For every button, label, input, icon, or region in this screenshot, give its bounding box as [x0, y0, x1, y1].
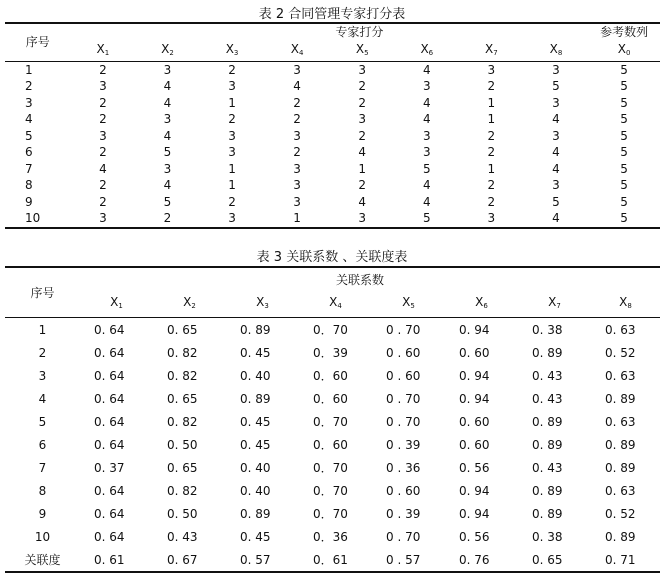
- cell-x2: 3: [163, 112, 172, 127]
- cell-x3: 2: [228, 194, 236, 209]
- row-id: 1: [25, 62, 33, 77]
- table-row: [5, 502, 660, 525]
- table-row: [5, 318, 660, 342]
- column-header-x2: $X_2$: [183, 295, 196, 310]
- cell-x4: 0．60: [313, 391, 348, 406]
- cell-x2: 5: [163, 145, 172, 160]
- reference-series-header: 参考数列: [600, 25, 649, 40]
- table-row: [5, 128, 660, 145]
- cell-x1: 0. 64: [94, 368, 125, 383]
- cell-x1: 0. 64: [94, 483, 125, 498]
- cell-x6: 4: [422, 112, 431, 127]
- table-row: [5, 177, 660, 194]
- column-header-x7: $X_7$: [548, 295, 561, 310]
- column-header-x1: $X_1$: [110, 295, 123, 310]
- cell-x4: 0．70: [313, 414, 348, 429]
- cell-x6: 3: [422, 145, 431, 160]
- cell-x5: 3: [358, 112, 367, 127]
- cell-x1: 3: [99, 211, 107, 226]
- cell-x8: 0. 52: [605, 345, 636, 360]
- cell-x5: 0 . 70: [386, 414, 421, 429]
- cell-x3: 0. 40: [240, 483, 271, 498]
- table-row: [5, 161, 660, 178]
- cell-x1: 2: [99, 178, 107, 193]
- column-header-x0: $X_0$: [617, 41, 631, 57]
- cell-x6: 4: [422, 95, 431, 110]
- cell-x6: 4: [422, 194, 431, 209]
- cell-x6: 0. 94: [459, 483, 490, 498]
- cell-x4: 3: [293, 194, 301, 209]
- table-row: [5, 111, 660, 128]
- cell-x6: 0. 56: [459, 529, 490, 544]
- cell-x4: 2: [293, 145, 301, 160]
- column-header-x1: $X_1$: [96, 41, 110, 57]
- cell-x1: 0. 64: [94, 345, 125, 360]
- cell-x8: 5: [552, 79, 560, 94]
- cell-x3: 3: [228, 211, 236, 226]
- cell-x8: 4: [552, 211, 560, 226]
- column-header-x7: $X_7$: [485, 41, 498, 57]
- cell-x7: 3: [487, 211, 496, 226]
- row-id: 9: [25, 194, 33, 209]
- table3-caption: 表 3 关联系数 、关联度表: [256, 250, 408, 265]
- cell-x6: 5: [422, 161, 431, 176]
- column-header-x8: $X_8$: [549, 41, 563, 57]
- row-id: 3: [38, 368, 47, 383]
- row-id: 5: [25, 128, 33, 143]
- cell-x2: 0. 43: [167, 529, 198, 544]
- cell-x2: 0. 65: [167, 322, 198, 337]
- row-number-header: 序号: [30, 285, 55, 300]
- column-header-x5: $X_5$: [355, 41, 369, 57]
- expert-score-table: [5, 22, 660, 229]
- cell-x8: 0. 63: [605, 483, 636, 498]
- cell-x5: 4: [358, 145, 367, 160]
- cell-x2: 0. 67: [167, 552, 198, 567]
- cell-x3: 1: [228, 161, 236, 176]
- cell-x4: 3: [293, 128, 301, 143]
- row-id: 7: [25, 161, 33, 176]
- cell-x8: 4: [552, 112, 560, 127]
- cell-x7: 1: [487, 161, 496, 176]
- cell-x3: 0. 40: [240, 460, 271, 475]
- cell-x3: 3: [228, 128, 236, 143]
- cell-x1: 0. 64: [94, 414, 125, 429]
- cell-x7: 2: [487, 79, 496, 94]
- cell-x5: 0 . 39: [386, 437, 421, 452]
- cell-x4: 0．60: [313, 368, 348, 383]
- cell-x3: 2: [228, 112, 236, 127]
- cell-x3: 0. 89: [240, 391, 271, 406]
- cell-x0: 5: [620, 79, 628, 94]
- cell-x3: 0. 57: [240, 552, 271, 567]
- cell-x7: 1: [487, 95, 496, 110]
- cell-x5: 2: [358, 178, 367, 193]
- cell-x7: 0. 43: [532, 391, 563, 406]
- cell-x5: 0 . 39: [386, 506, 421, 521]
- cell-x0: 5: [620, 128, 628, 143]
- column-header-x6: $X_6$: [475, 295, 488, 310]
- cell-x4: 3: [293, 62, 301, 77]
- column-header-x4: $X_4$: [329, 295, 342, 310]
- cell-x1: 3: [99, 128, 107, 143]
- cell-x7: 0. 38: [532, 322, 563, 337]
- correlation-group-header: 关联系数: [336, 272, 385, 287]
- cell-x5: 0 . 60: [386, 368, 421, 383]
- cell-x3: 3: [228, 79, 236, 94]
- cell-x7: 2: [487, 178, 496, 193]
- table2-caption: 表 2 合同管理专家打分表: [258, 7, 406, 22]
- cell-x3: 2: [228, 62, 236, 77]
- cell-x1: 0. 64: [94, 529, 125, 544]
- cell-x8: 0. 52: [605, 506, 636, 521]
- cell-x1: 4: [99, 161, 107, 176]
- cell-x7: 2: [487, 194, 496, 209]
- cell-x2: 3: [163, 62, 172, 77]
- cell-x4: 0．61: [313, 552, 348, 567]
- cell-x2: 0. 82: [167, 368, 198, 383]
- cell-x5: 0 . 36: [386, 460, 421, 475]
- table-row: [5, 525, 660, 548]
- cell-x6: 3: [422, 128, 431, 143]
- expert-score-group-header: 专家打分: [335, 25, 384, 40]
- cell-x2: 0. 82: [167, 345, 198, 360]
- cell-x4: 0．39: [313, 345, 348, 360]
- column-header-x3: $X_3$: [225, 41, 239, 57]
- cell-x7: 3: [487, 62, 496, 77]
- row-id: 3: [25, 95, 33, 110]
- row-id: 2: [38, 345, 47, 360]
- cell-x1: 0. 64: [94, 391, 125, 406]
- cell-x1: 2: [99, 95, 107, 110]
- cell-x8: 4: [552, 161, 560, 176]
- cell-x2: 0. 50: [167, 437, 198, 452]
- cell-x4: 3: [293, 161, 301, 176]
- table-row: [5, 210, 660, 228]
- row-number-header: 序号: [25, 35, 50, 50]
- cell-x3: 3: [228, 145, 236, 160]
- cell-x5: 2: [358, 79, 367, 94]
- cell-x6: 0. 60: [459, 414, 490, 429]
- cell-x4: 0．60: [313, 437, 348, 452]
- cell-x4: 4: [293, 79, 301, 94]
- cell-x6: 0. 56: [459, 460, 490, 475]
- column-header-x4: $X_4$: [290, 41, 304, 57]
- table-row: [5, 479, 660, 502]
- column-header-x5: $X_5$: [402, 295, 415, 310]
- cell-x5: 0 . 70: [386, 391, 421, 406]
- cell-x4: 0．70: [313, 322, 348, 337]
- cell-x8: 0. 71: [605, 552, 636, 567]
- cell-x2: 0. 82: [167, 483, 198, 498]
- cell-x2: 4: [163, 178, 172, 193]
- row-id: 7: [38, 460, 47, 475]
- correlation-table: [5, 266, 660, 573]
- cell-x6: 0. 60: [459, 437, 490, 452]
- cell-x3: 1: [228, 95, 236, 110]
- row-id: 5: [38, 414, 47, 429]
- cell-x1: 0. 64: [94, 506, 125, 521]
- table-row: [5, 387, 660, 410]
- cell-x4: 0．36: [313, 529, 348, 544]
- cell-x3: 0. 45: [240, 414, 271, 429]
- cell-x7: 2: [487, 128, 496, 143]
- row-id: 10: [25, 211, 41, 226]
- row-id: 2: [25, 79, 33, 94]
- cell-x1: 0. 61: [94, 552, 125, 567]
- cell-x2: 0. 50: [167, 506, 198, 521]
- cell-x8: 3: [552, 178, 560, 193]
- table-row: [5, 548, 660, 572]
- table-row: [5, 194, 660, 211]
- cell-x2: 4: [163, 128, 172, 143]
- cell-x8: 0. 63: [605, 322, 636, 337]
- cell-x4: 0．70: [313, 483, 348, 498]
- cell-x4: 2: [293, 95, 301, 110]
- cell-x8: 3: [552, 128, 560, 143]
- cell-x5: 3: [358, 62, 367, 77]
- table-row: [5, 78, 660, 95]
- cell-x1: 3: [99, 79, 107, 94]
- cell-x8: 3: [552, 62, 560, 77]
- cell-x6: 0. 94: [459, 506, 490, 521]
- row-id: 8: [38, 483, 47, 498]
- cell-x3: 0. 45: [240, 437, 271, 452]
- cell-x7: 0. 89: [532, 483, 563, 498]
- column-header-x2: $X_2$: [161, 41, 174, 57]
- cell-x1: 2: [99, 194, 107, 209]
- cell-x3: 0. 45: [240, 529, 271, 544]
- cell-x5: 0 . 57: [386, 552, 421, 567]
- cell-x5: 4: [358, 194, 367, 209]
- cell-x5: 1: [358, 161, 367, 176]
- cell-x8: 0. 89: [605, 460, 636, 475]
- cell-x2: 4: [163, 95, 172, 110]
- row-id: 6: [25, 145, 33, 160]
- cell-x8: 5: [552, 194, 560, 209]
- cell-x6: 5: [422, 211, 431, 226]
- cell-x6: 0. 94: [459, 391, 490, 406]
- cell-x8: 0. 63: [605, 368, 636, 383]
- cell-x1: 0. 37: [94, 460, 125, 475]
- cell-x7: 0. 89: [532, 437, 563, 452]
- cell-x0: 5: [620, 95, 628, 110]
- table-row: [5, 95, 660, 112]
- row-id: 9: [38, 506, 47, 521]
- cell-x4: 1: [293, 211, 301, 226]
- cell-x0: 5: [620, 112, 628, 127]
- cell-x5: 0 . 70: [386, 322, 421, 337]
- cell-x1: 2: [99, 62, 107, 77]
- cell-x5: 0 . 70: [386, 529, 421, 544]
- cell-x7: 0. 38: [532, 529, 563, 544]
- cell-x7: 0. 65: [532, 552, 563, 567]
- cell-x5: 0 . 60: [386, 483, 421, 498]
- cell-x8: 0. 89: [605, 391, 636, 406]
- cell-x6: 0. 94: [459, 368, 490, 383]
- cell-x6: 4: [422, 62, 431, 77]
- cell-x4: 0．70: [313, 460, 348, 475]
- cell-x0: 5: [620, 178, 628, 193]
- cell-x2: 0. 65: [167, 391, 198, 406]
- table-row: [5, 364, 660, 387]
- cell-x8: 0. 63: [605, 414, 636, 429]
- cell-x5: 2: [358, 128, 367, 143]
- cell-x8: 0. 89: [605, 529, 636, 544]
- cell-x5: 0 . 60: [386, 345, 421, 360]
- row-id: 8: [25, 178, 33, 193]
- cell-x8: 4: [552, 145, 560, 160]
- cell-x2: 2: [163, 211, 172, 226]
- cell-x4: 0．70: [313, 506, 348, 521]
- cell-x3: 0. 89: [240, 322, 271, 337]
- cell-x2: 4: [163, 79, 172, 94]
- cell-x7: 1: [487, 112, 496, 127]
- table-row: [5, 341, 660, 364]
- cell-x6: 4: [422, 178, 431, 193]
- cell-x7: 2: [487, 145, 496, 160]
- cell-x6: 0. 76: [459, 552, 490, 567]
- cell-x1: 0. 64: [94, 322, 125, 337]
- cell-x0: 5: [620, 145, 628, 160]
- cell-x5: 3: [358, 211, 367, 226]
- cell-x8: 3: [552, 95, 560, 110]
- cell-x7: 0. 43: [532, 368, 563, 383]
- column-header-x6: $X_6$: [420, 41, 434, 57]
- cell-x1: 2: [99, 145, 107, 160]
- table-row: [5, 456, 660, 479]
- cell-x1: 2: [99, 112, 107, 127]
- row-id: 4: [25, 112, 33, 127]
- row-id: 1: [38, 322, 47, 337]
- row-id: 4: [38, 391, 47, 406]
- cell-x6: 3: [422, 79, 431, 94]
- cell-x2: 3: [163, 161, 172, 176]
- cell-x0: 5: [620, 62, 628, 77]
- cell-x2: 0. 65: [167, 460, 198, 475]
- cell-x3: 1: [228, 178, 236, 193]
- table-row: [5, 410, 660, 433]
- cell-x7: 0. 89: [532, 506, 563, 521]
- cell-x4: 3: [293, 178, 301, 193]
- cell-x0: 5: [620, 161, 628, 176]
- row-id: 6: [38, 437, 47, 452]
- table-row: [5, 61, 660, 78]
- cell-x2: 0. 82: [167, 414, 198, 429]
- cell-x7: 0. 43: [532, 460, 563, 475]
- column-header-x8: $X_8$: [619, 295, 632, 310]
- cell-x3: 0. 45: [240, 345, 271, 360]
- cell-x0: 5: [620, 211, 628, 226]
- cell-x5: 2: [358, 95, 367, 110]
- cell-x7: 0. 89: [532, 345, 563, 360]
- column-header-x3: $X_3$: [256, 295, 269, 310]
- cell-x0: 5: [620, 194, 628, 209]
- cell-x1: 0. 64: [94, 437, 125, 452]
- cell-x6: 0. 94: [459, 322, 490, 337]
- table-row: [5, 144, 660, 161]
- cell-x4: 2: [293, 112, 301, 127]
- cell-x3: 0. 89: [240, 506, 271, 521]
- cell-x6: 0. 60: [459, 345, 490, 360]
- row-id: 10: [34, 529, 51, 544]
- row-id: 关联度: [24, 552, 61, 567]
- cell-x3: 0. 40: [240, 368, 271, 383]
- cell-x8: 0. 89: [605, 437, 636, 452]
- cell-x2: 5: [163, 194, 172, 209]
- table-row: [5, 433, 660, 456]
- cell-x7: 0. 89: [532, 414, 563, 429]
